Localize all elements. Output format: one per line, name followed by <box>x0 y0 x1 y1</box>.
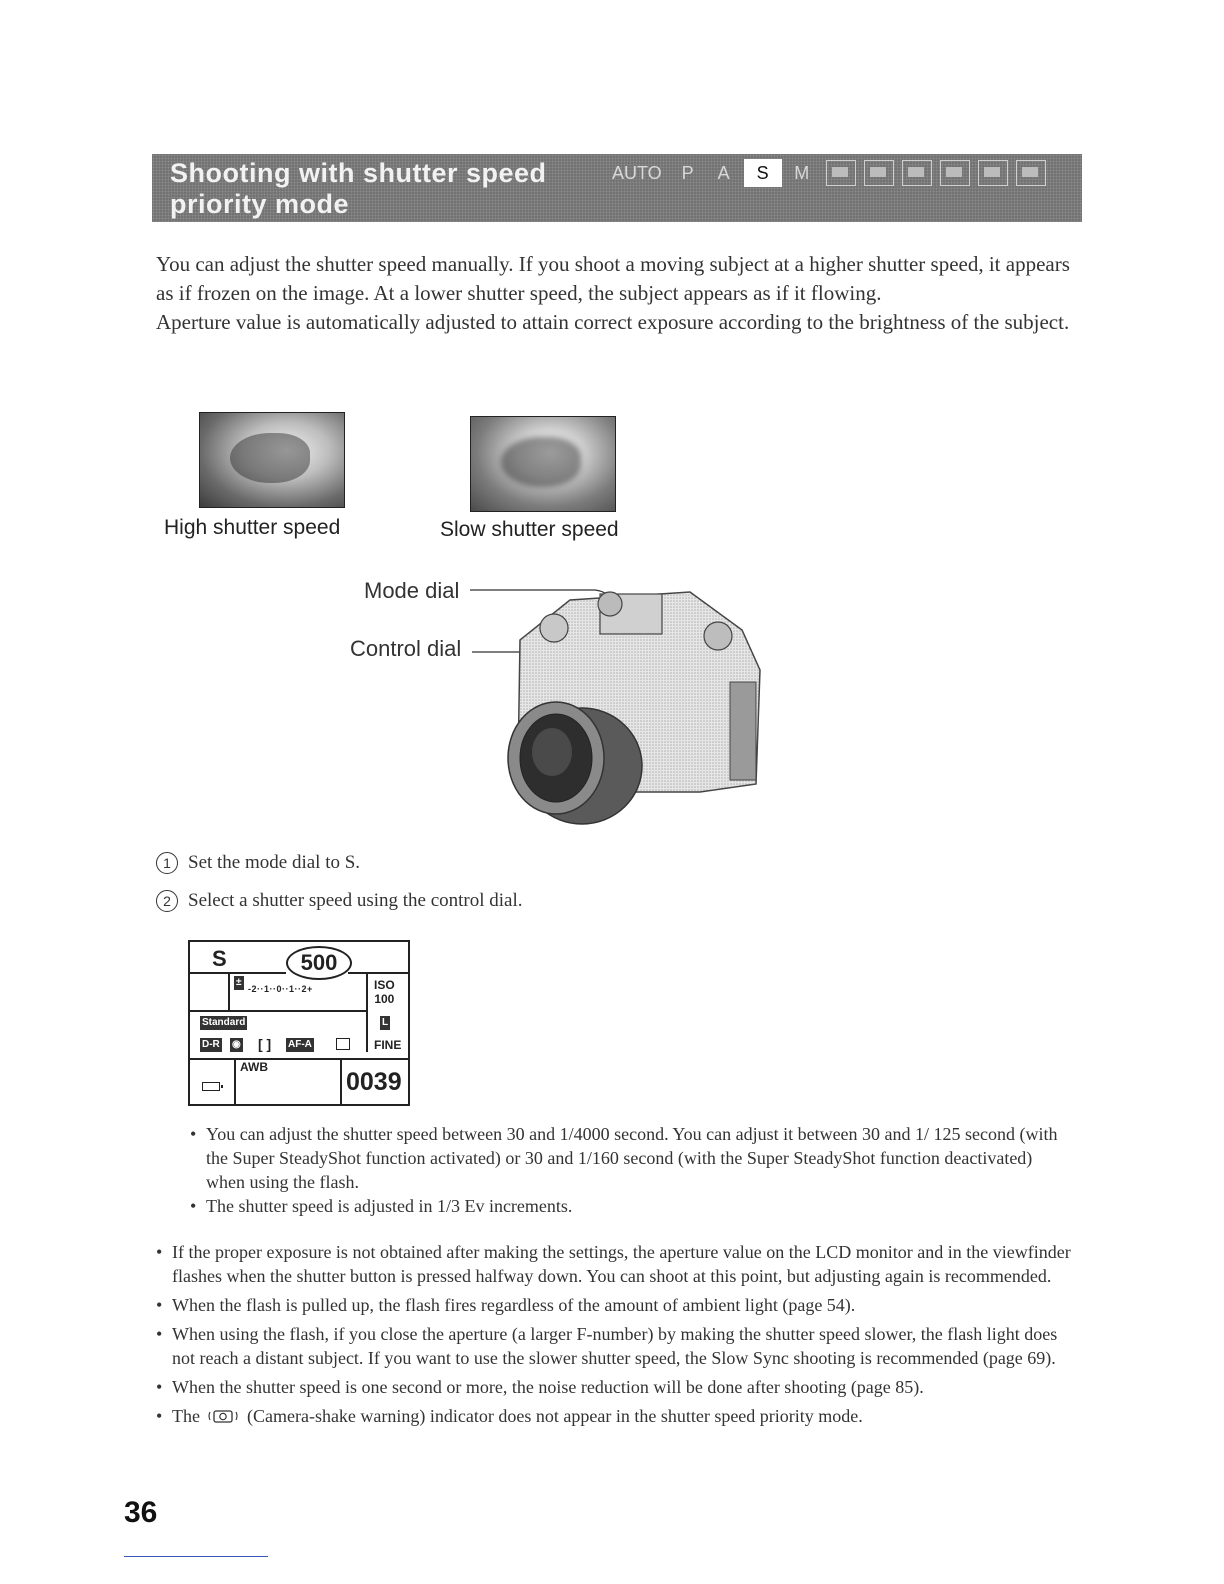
creative-style-badge: Standard <box>202 1017 246 1028</box>
inner-note-2: • The shutter speed is adjusted in 1/3 Ev increments. <box>190 1194 1070 1218</box>
night-portrait-scene-icon <box>1016 160 1046 186</box>
step-1-number: 1 <box>156 852 178 874</box>
iso-value: 100 <box>374 992 395 1006</box>
mode-a: A <box>717 163 730 183</box>
image-size-badge: L <box>382 1017 389 1028</box>
mode-s-active: S <box>744 159 782 187</box>
note-4: • When the shutter speed is one second or more, the noise reduction will be done after shooting (page 85). <box>156 1375 1076 1399</box>
af-mode-badge: AF-A <box>288 1039 312 1050</box>
mode-indicator-strip <box>606 158 1046 188</box>
lcd-shutter-speed: 500 <box>286 946 352 980</box>
camera-illustration <box>460 570 780 830</box>
inner-notes <box>190 1122 1070 1218</box>
inner-note-1: • You can adjust the shutter speed between 30 and 1/4000 second. You can adjust it between 30 and 1/ 125 second (with the Super SteadyShot function activated) or 30 and 1/160 second (with the Super SteadyShot function deactivated) when using the flash. <box>190 1122 1070 1194</box>
battery-icon <box>202 1082 220 1091</box>
footer-rule <box>124 1556 268 1557</box>
notes-list <box>156 1240 1076 1433</box>
mode-dial-label: Mode dial <box>364 578 460 603</box>
mode-m: M <box>794 163 810 183</box>
page-number: 36 <box>124 1496 158 1529</box>
note-5-suffix: (Camera-shake warning) indicator does not appear in the shutter speed priority mode. <box>246 1406 863 1426</box>
lcd-mode: S <box>212 946 227 971</box>
dro-badge: D-R <box>202 1039 220 1050</box>
metering-icon: ◉ <box>232 1039 241 1050</box>
sunset-scene-icon <box>978 160 1008 186</box>
sports-scene-icon <box>940 160 970 186</box>
note-3: • When using the flash, if you close the aperture (a larger F-number) by making the shutter speed slower, the flash light does not reach a distant subject. If you want to use the slower shutter speed, the Slow Sync shooting is recommended (page 69). <box>156 1322 1076 1370</box>
high-shutter-caption: High shutter speed <box>164 516 341 539</box>
af-area-icon: [ ] <box>258 1036 272 1052</box>
note-1: • If the proper exposure is not obtained after making the settings, the aperture value on the LCD monitor and in the viewfinder flashes when the shutter button is pressed halfway down. You can shoot at this point, but adjusting again is recommended. <box>156 1240 1076 1288</box>
iso-indicator <box>374 978 395 1006</box>
intro-paragraph-2: Aperture value is automatically adjusted to attain correct exposure according to the brightness of the subject. <box>156 310 1070 334</box>
note-5-prefix: The <box>172 1406 200 1426</box>
step-2-text: Select a shutter speed using the control dial. <box>188 890 523 911</box>
section-header <box>152 154 1082 222</box>
high-shutter-photo <box>199 412 345 508</box>
landscape-scene-icon <box>864 160 894 186</box>
step-1 <box>156 852 360 874</box>
slow-shutter-photo <box>470 416 616 512</box>
intro-paragraph-1: You can adjust the shutter speed manually. If you shoot a moving subject at a higher shutter speed, it appears as if frozen on the image. At a lower shutter speed, the subject appears as if it flowing. <box>156 252 1070 305</box>
section-title: Shooting with shutter speed priority mode <box>170 158 547 219</box>
camera-shake-warning-icon <box>208 1406 238 1426</box>
drive-mode-icon <box>336 1038 350 1050</box>
mode-auto: AUTO <box>612 163 662 183</box>
lcd-display <box>188 940 410 1106</box>
step-2-number: 2 <box>156 890 178 912</box>
remaining-shots: 0039 <box>346 1068 402 1096</box>
control-dial-label: Control dial <box>350 636 462 661</box>
mode-p: P <box>681 163 694 183</box>
macro-scene-icon <box>902 160 932 186</box>
white-balance: AWB <box>240 1060 268 1074</box>
note-5 <box>156 1404 1076 1428</box>
exposure-scale: -2··1··0··1··2+ <box>248 984 313 994</box>
intro-text <box>156 250 1076 337</box>
step-1-text: Set the mode dial to S. <box>188 852 361 873</box>
exposure-comp-icon: ± <box>236 977 242 988</box>
iso-label: ISO <box>374 978 395 992</box>
portrait-scene-icon <box>826 160 856 186</box>
note-2: • When the flash is pulled up, the flash fires regardless of the amount of ambient light (page 54). <box>156 1293 1076 1317</box>
slow-shutter-caption: Slow shutter speed <box>440 518 619 541</box>
step-2 <box>156 890 523 912</box>
quality-indicator: FINE <box>374 1038 402 1052</box>
